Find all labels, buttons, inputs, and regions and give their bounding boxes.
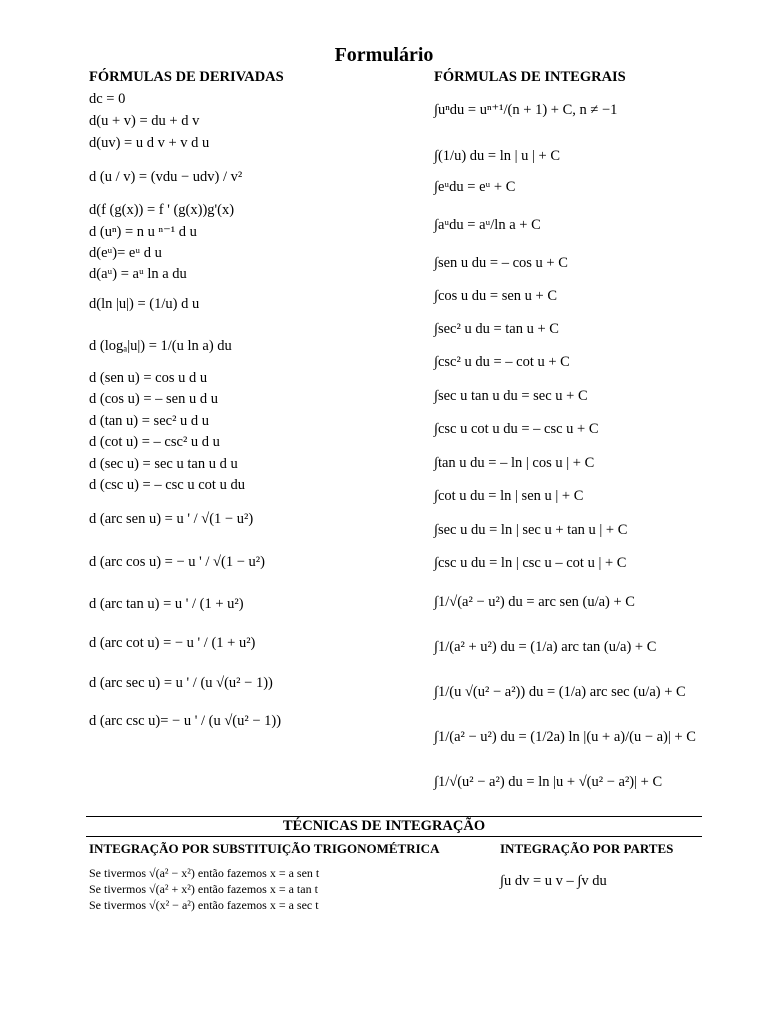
page-title: Formulário bbox=[334, 44, 434, 66]
derivative-formula: d (arc cot u) = − u ' / (1 + u²) bbox=[89, 635, 256, 651]
integral-formula: ∫aᵘdu = aᵘ/ln a + C bbox=[434, 217, 541, 233]
trig-substitution-line: Se tivermos √(a² − x²) então fazemos x = a sen t bbox=[89, 866, 320, 880]
integral-formula: ∫1/√(a² − u²) du = arc sen (u/a) + C bbox=[434, 594, 635, 610]
section-divider bbox=[86, 816, 702, 817]
integral-formula: ∫csc u du = ln | csc u – cot u | + C bbox=[434, 555, 627, 571]
integrals-column bbox=[434, 66, 754, 790]
integral-formula: ∫csc² u du = – cot u + C bbox=[434, 354, 570, 370]
integral-formula: ∫csc u cot u du = – csc u + C bbox=[434, 421, 599, 437]
integral-formula: ∫sec u tan u du = sec u + C bbox=[434, 388, 588, 404]
derivative-formula: d (arc cos u) = − u ' / √(1 − u²) bbox=[89, 554, 265, 570]
techniques-heading: TÉCNICAS DE INTEGRAÇÃO bbox=[282, 818, 486, 834]
derivative-formula: d(eᵘ)= eᵘ d u bbox=[89, 245, 162, 261]
integral-formula: ∫tan u du = – ln | cos u | + C bbox=[434, 455, 595, 471]
derivative-formula: d (sen u) = cos u d u bbox=[89, 370, 208, 386]
derivative-formula: d (arc csc u)= − u ' / (u √(u² − 1)) bbox=[89, 713, 282, 729]
derivative-formula: d(uv) = u d v + v d u bbox=[89, 135, 210, 151]
derivative-formula: d(f (g(x)) = f ' (g(x))g'(x) bbox=[89, 202, 235, 218]
integral-formula: ∫1/(a² + u²) du = (1/a) arc tan (u/a) + C bbox=[434, 639, 657, 655]
derivative-formula: d (arc tan u) = u ' / (1 + u²) bbox=[89, 596, 244, 612]
integral-formula: ∫1/(u √(u² − a²)) du = (1/a) arc sec (u/a) + C bbox=[434, 684, 686, 700]
integral-formula: ∫cot u du = ln | sen u | + C bbox=[434, 488, 584, 504]
integral-formula: ∫cos u du = sen u + C bbox=[434, 288, 558, 304]
integral-formula: ∫sen u du = – cos u + C bbox=[434, 255, 568, 271]
derivative-formula: d (tan u) = sec² u d u bbox=[89, 413, 210, 429]
integral-formula: ∫uⁿdu = uⁿ⁺¹/(n + 1) + C, n ≠ −1 bbox=[434, 102, 618, 118]
trig-substitution-line: Se tivermos √(a² + x²) então fazemos x = a tan t bbox=[89, 882, 318, 896]
derivative-formula: d (arc sec u) = u ' / (u √(u² − 1)) bbox=[89, 675, 273, 691]
derivative-formula: dc = 0 bbox=[89, 91, 126, 107]
derivative-formula: d (logₐ|u|) = 1/(u ln a) du bbox=[89, 338, 232, 354]
integral-formula: ∫1/√(u² − a²) du = ln |u + √(u² − a²)| + C bbox=[434, 774, 663, 790]
derivative-formula: d (sec u) = sec u tan u d u bbox=[89, 456, 238, 472]
derivative-formula: d (cos u) = – sen u d u bbox=[89, 391, 218, 407]
derivative-formula: d (arc sen u) = u ' / √(1 − u²) bbox=[89, 511, 254, 527]
derivative-formula: d (uⁿ) = n u ⁿ⁻¹ d u bbox=[89, 224, 197, 240]
integral-formula: ∫1/(a² − u²) du = (1/2a) ln |(u + a)/(u − a)| + C bbox=[434, 729, 696, 745]
integrals-heading: FÓRMULAS DE INTEGRAIS bbox=[434, 69, 626, 85]
derivative-formula: d (cot u) = – csc² u d u bbox=[89, 434, 220, 450]
derivative-formula: d (csc u) = – csc u cot u du bbox=[89, 477, 245, 493]
derivative-formula: d (u / v) = (vdu − udv) / v² bbox=[89, 169, 243, 185]
derivatives-column bbox=[89, 66, 419, 729]
integral-formula: ∫(1/u) du = ln | u | + C bbox=[434, 148, 561, 164]
integral-formula: ∫sec² u du = tan u + C bbox=[434, 321, 559, 337]
derivative-formula: d(u + v) = du + d v bbox=[89, 113, 200, 129]
trig-substitution-line: Se tivermos √(x² − a²) então fazemos x = a sec t bbox=[89, 898, 319, 912]
integration-by-parts-heading: INTEGRAÇÃO POR PARTES bbox=[500, 841, 674, 856]
integral-formula: ∫sec u du = ln | sec u + tan u | + C bbox=[434, 522, 628, 538]
derivatives-heading: FÓRMULAS DE DERIVADAS bbox=[89, 69, 284, 85]
derivative-formula: d(aᵘ) = aᵘ ln a du bbox=[89, 266, 187, 282]
section-divider bbox=[86, 836, 702, 837]
trig-substitution-heading: INTEGRAÇÃO POR SUBSTITUIÇÃO TRIGONOMÉTRICA bbox=[89, 841, 440, 856]
integration-by-parts-formula: ∫u dv = u v – ∫v du bbox=[500, 873, 607, 889]
integral-formula: ∫eᵘdu = eᵘ + C bbox=[434, 179, 516, 195]
derivative-formula: d(ln |u|) = (1/u) d u bbox=[89, 296, 200, 312]
